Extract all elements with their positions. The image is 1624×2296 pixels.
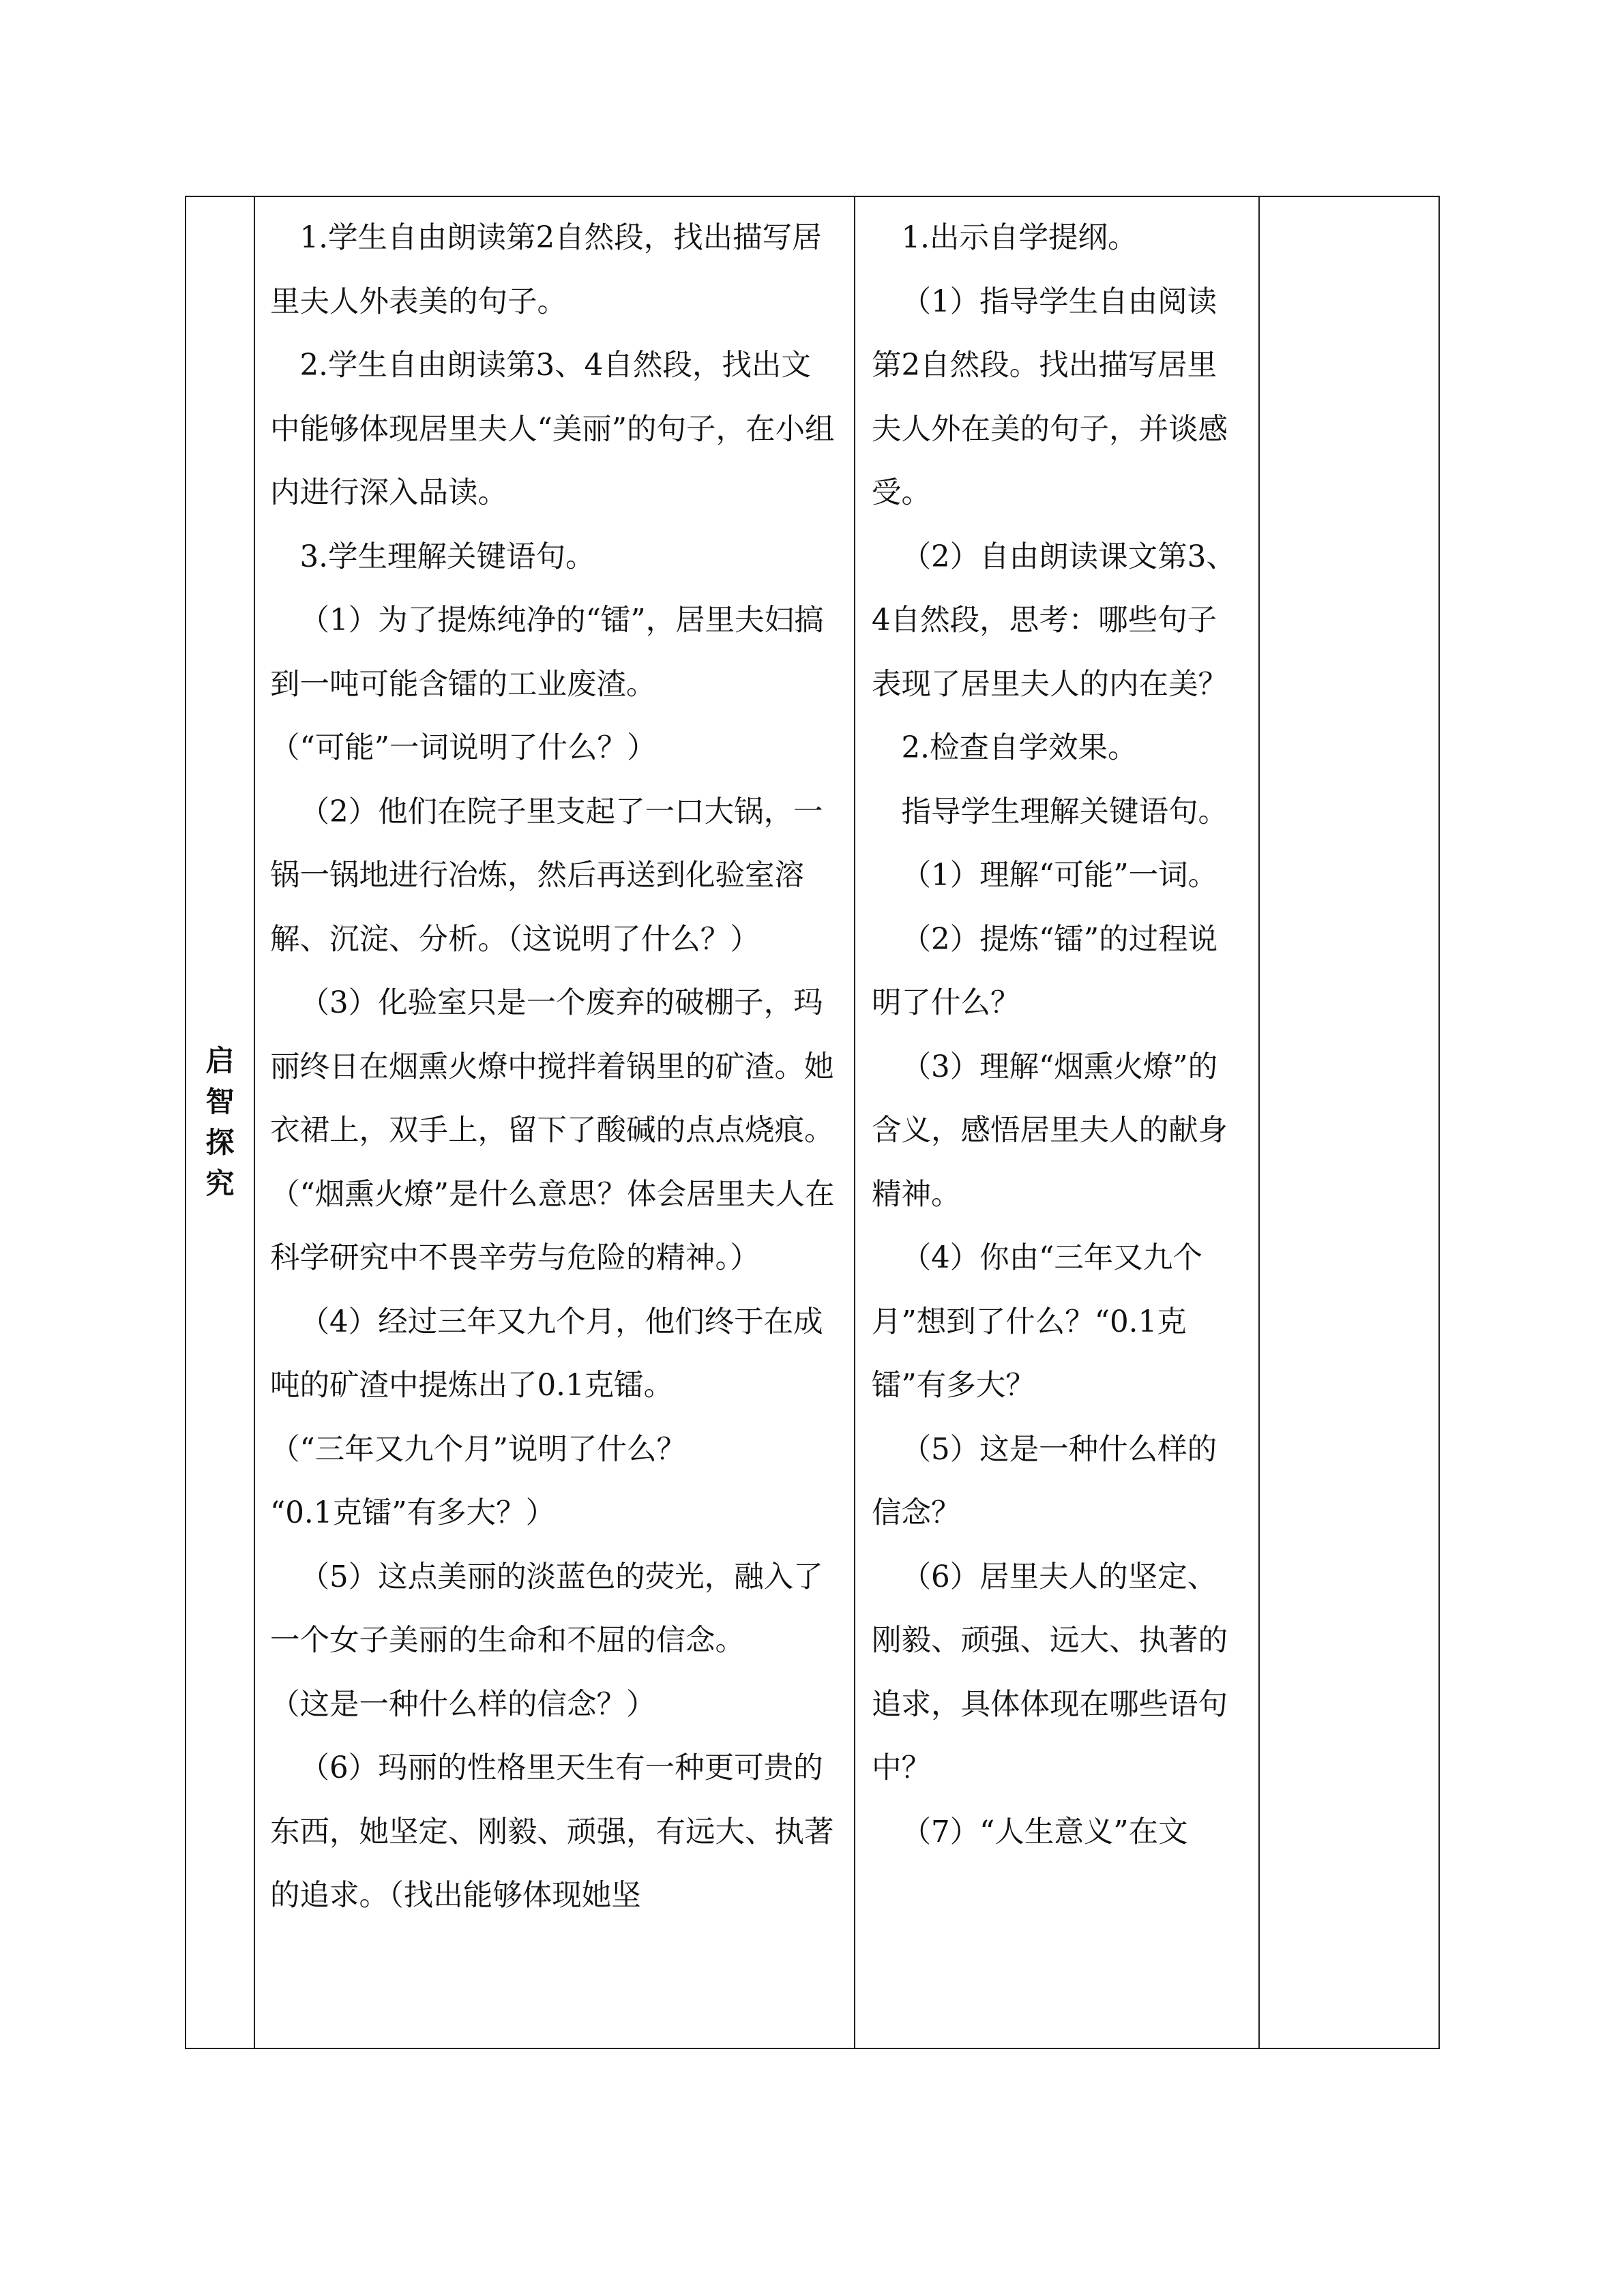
teacher-paragraph: 2.检查自学效果。 [901,731,1138,765]
teacher-paragraph: 1.出示自学提纲。 [901,221,1138,255]
student-paragraph: （3）化验室只是一个废弃的破棚子，玛丽终日在烟熏火燎中搅拌着锅里的矿渣。她衣裙上，双手上，留下了酸碱的点点烧痕。（“烟熏火燎”是什么意思？体会居里夫人在科学研究中不畏辛劳与危险的精神。） [270,986,835,1275]
student-paragraph: 1.学生自由朗读第2自然段，找出描写居里夫人外表美的句子。 [270,221,822,319]
teacher-paragraph: （2）自由朗读课文第3、4自然段，思考：哪些句子表现了居里夫人的内在美？ [872,539,1236,702]
teacher-activities-cell [855,196,1259,2048]
teacher-paragraph: （2）提炼“镭”的过程说明了什么？ [872,922,1218,1020]
teacher-paragraph: （1）理解“可能”一词。 [901,859,1218,893]
teacher-paragraph: （5）这是一种什么样的信念？ [872,1432,1217,1530]
student-paragraph: （1）为了提炼纯净的“镭”，居里夫妇搞到一吨可能含镭的工业废渣。 [270,603,824,702]
student-activities-text [255,197,854,1928]
notes-cell [1259,196,1439,2048]
student-paragraph: （5）这点美丽的淡蓝色的荧光，融入了一个女子美丽的生命和不屈的信念。 [270,1560,823,1658]
table-row [186,196,1439,2048]
student-paragraph: （“可能”一词说明了什么？） [270,731,657,765]
student-paragraph: （6）玛丽的性格里天生有一种更可贵的东西，她坚定、刚毅、顽强，有远大、执著的追求。（找出能够体现她坚 [270,1751,834,1913]
teacher-paragraph: （3）理解“烟熏火燎”的含义，感悟居里夫人的献身精神。 [872,1049,1228,1212]
teacher-paragraph: 指导学生理解关键语句。 [901,794,1228,829]
student-paragraph: 2.学生自由朗读第3、4自然段，找出文中能够体现居里夫人“美丽”的句子，在小组内进行深入品读。 [270,348,835,510]
student-paragraph: 3.学生理解关键语句。 [299,539,595,574]
student-paragraph: “0.1克镭”有多大？） [270,1496,556,1530]
student-paragraph: （“三年又九个月”说明了什么？ [270,1432,686,1467]
teacher-paragraph: （6）居里夫人的坚定、刚毅、顽强、远大、执著的追求，具体体现在哪些语句中？ [872,1560,1228,1785]
section-label-cell [186,196,254,2048]
section-label: 启智探究 [205,1044,235,1200]
teacher-activities-text [855,197,1258,1864]
student-paragraph: （这是一种什么样的信念？） [270,1687,656,1722]
student-activities-cell [254,196,855,2048]
teacher-paragraph: （7）“人生意义”在文 [901,1815,1188,1849]
teacher-paragraph: （4）你由“三年又九个月”想到了什么？“0.1克镭”有多大？ [872,1241,1202,1403]
student-paragraph: （4）经过三年又九个月，他们终于在成吨的矿渣中提炼出了0.1克镭。 [270,1304,823,1403]
lesson-plan-table [185,196,1440,2049]
teacher-paragraph: （1）指导学生自由阅读第2自然段。找出描写居里夫人外在美的句子，并谈感受。 [872,284,1228,510]
student-paragraph: （2）他们在院子里支起了一口大锅，一锅一锅地进行冶炼，然后再送到化验室溶解、沉淀、分析。（这说明了什么？） [270,794,823,957]
